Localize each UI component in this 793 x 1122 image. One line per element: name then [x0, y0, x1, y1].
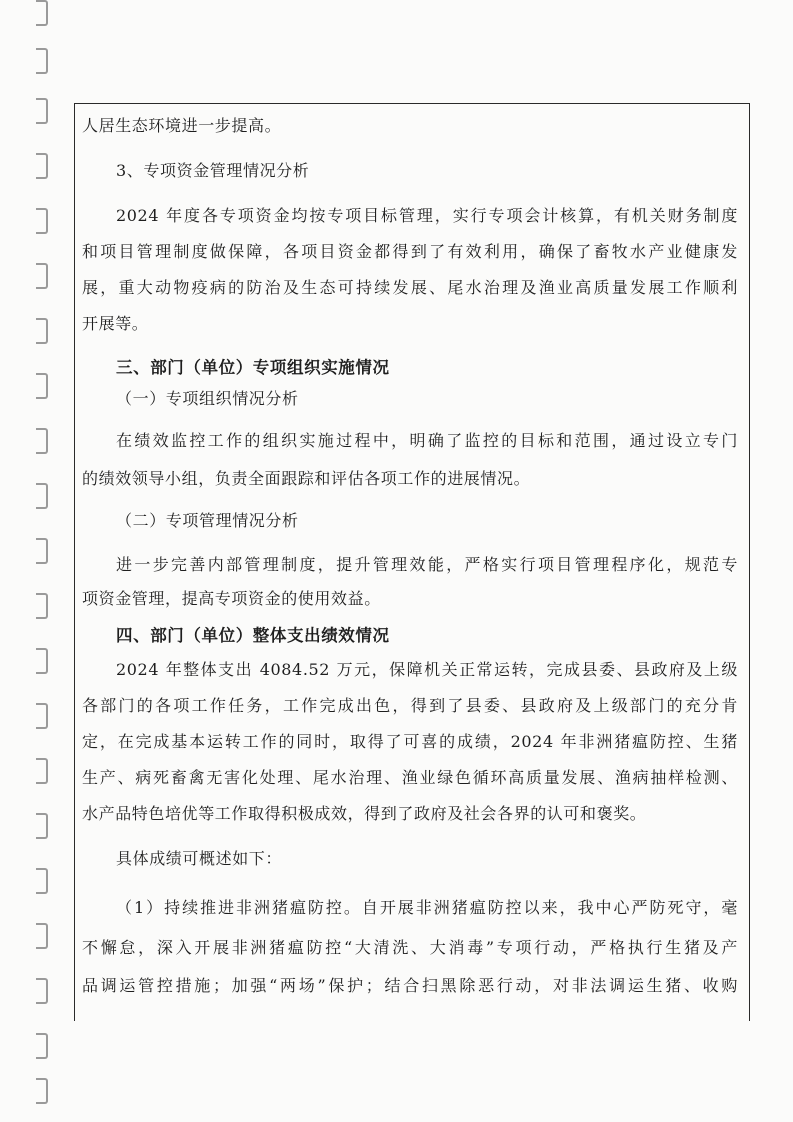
binding-ring: [36, 428, 48, 454]
binding-ring: [36, 648, 48, 674]
binding-ring: [36, 868, 48, 894]
section-heading: 三、部门（单位）专项组织实施情况: [116, 358, 390, 377]
binding-ring: [36, 758, 48, 784]
binding-ring: [36, 98, 48, 124]
binding-rings: [22, 0, 52, 1122]
paragraph-line: 开展等。: [82, 314, 149, 333]
binding-ring: [36, 318, 48, 344]
subsection-heading: （一）专项组织情况分析: [116, 389, 299, 408]
paragraph-line: 具体成绩可概述如下：: [116, 849, 283, 868]
paragraph-line: 展，重大动物疫病的防治及生态可持续发展、尾水治理及渔业高质量发展工作顺利: [82, 278, 738, 297]
binding-ring: [36, 263, 48, 289]
binding-ring: [36, 1033, 48, 1059]
section-heading: 四、部门（单位）整体支出绩效情况: [116, 626, 390, 645]
binding-ring: [36, 923, 48, 949]
paragraph-line: 生产、病死畜禽无害化处理、尾水治理、渔业绿色循环高质量发展、渔病抽样检测、: [82, 768, 738, 787]
paragraph-line: 项资金管理，提高专项资金的使用效益。: [82, 589, 381, 608]
binding-ring: [36, 483, 48, 509]
paragraph-line: 人居生态环境进一步提高。: [82, 116, 282, 135]
subsection-heading: 3、专项资金管理情况分析: [116, 161, 310, 180]
binding-ring: [36, 703, 48, 729]
paragraph-line: 定，在完成基本运转工作的同时，取得了可喜的成绩，2024 年非洲猪瘟防控、生猪: [82, 732, 738, 751]
paragraph-line: 和项目管理制度做保障，各项目资金都得到了有效利用，确保了畜牧水产业健康发: [82, 242, 738, 261]
binding-ring: [36, 538, 48, 564]
paragraph-line: 的绩效领导小组，负责全面跟踪和评估各项工作的进展情况。: [82, 469, 531, 488]
paragraph-line: 进一步完善内部管理制度，提升管理效能，严格实行项目管理程序化，规范专: [116, 555, 738, 574]
binding-ring: [36, 813, 48, 839]
binding-ring: [36, 978, 48, 1004]
paragraph-line: 2024 年度各专项资金均按专项目标管理，实行专项会计核算，有机关财务制度: [116, 206, 738, 225]
binding-ring: [36, 208, 48, 234]
paragraph-line: 水产品特色培优等工作取得积极成效，得到了政府及社会各界的认可和褒奖。: [82, 804, 647, 823]
paragraph-line: 各部门的各项工作任务，工作完成出色，得到了县委、县政府及上级部门的充分肯: [82, 696, 738, 715]
binding-ring: [36, 593, 48, 619]
subsection-heading: （二）专项管理情况分析: [116, 511, 299, 530]
binding-ring: [36, 1078, 48, 1104]
paragraph-line: 品调运管控措施；加强“两场”保护；结合扫黑除恶行动，对非法调运生猪、收购: [82, 976, 738, 995]
paragraph-line: 在绩效监控工作的组织实施过程中，明确了监控的目标和范围，通过设立专门: [116, 431, 738, 450]
binding-ring: [36, 0, 48, 26]
paragraph-line: 不懈怠，深入开展非洲猪瘟防控“大清洗、大消毒”专项行动，严格执行生猪及产: [82, 938, 738, 957]
binding-ring: [36, 373, 48, 399]
binding-ring: [36, 48, 48, 74]
binding-ring: [36, 153, 48, 179]
paragraph-line: （1）持续推进非洲猪瘟防控。自开展非洲猪瘟防控以来，我中心严防死守，毫: [116, 898, 738, 917]
paragraph-line: 2024 年整体支出 4084.52 万元，保障机关正常运转，完成县委、县政府及上级: [116, 660, 738, 679]
